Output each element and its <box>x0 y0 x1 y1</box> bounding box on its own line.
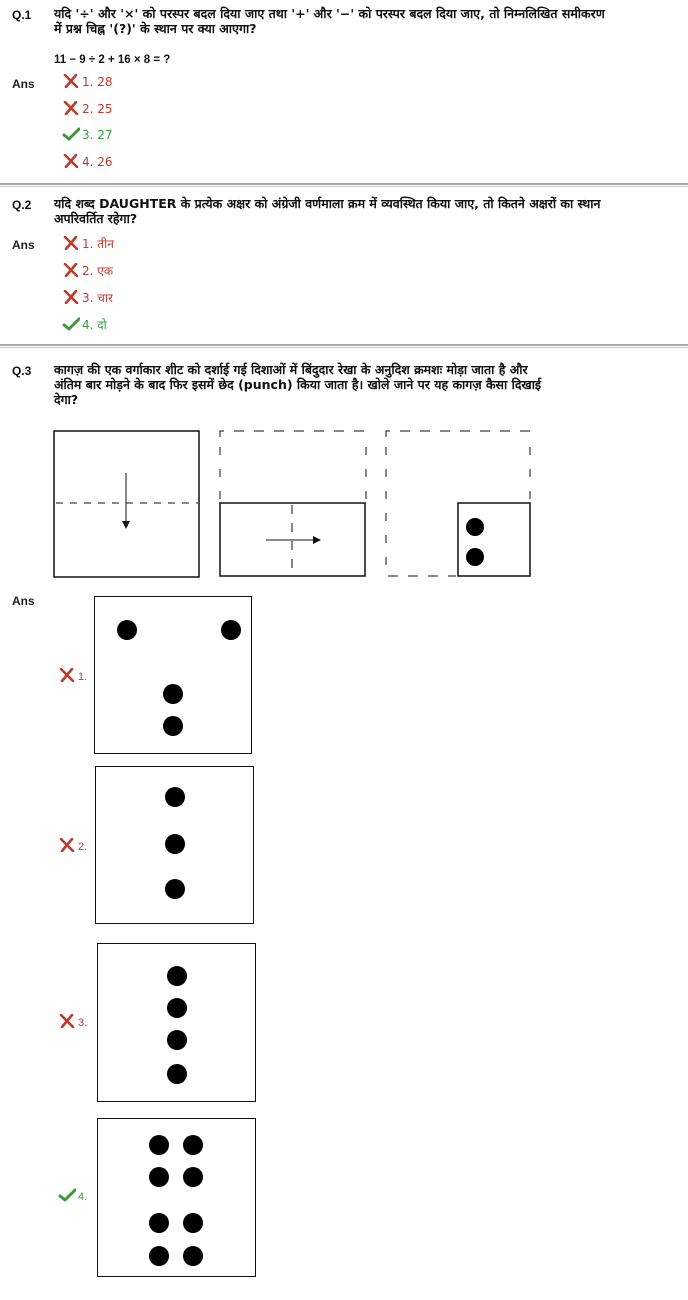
fold-step-1 <box>54 431 199 577</box>
option-4[interactable] <box>58 1188 87 1203</box>
option-label: 2. <box>78 841 88 853</box>
cross-icon <box>58 1014 76 1028</box>
option-label: 4. <box>78 1191 88 1203</box>
option-3-figure[interactable] <box>97 943 256 1102</box>
hole <box>163 684 183 704</box>
question-number: Q.3 <box>12 364 32 378</box>
cross-icon <box>62 290 80 304</box>
option-1-figure[interactable] <box>94 596 252 754</box>
check-icon <box>62 317 80 331</box>
hole <box>167 966 187 986</box>
cross-icon <box>62 154 80 168</box>
question-figure <box>0 427 688 587</box>
question-number: Q.2 <box>12 198 32 212</box>
hole <box>183 1135 203 1155</box>
cross-icon <box>62 263 80 277</box>
hole <box>165 834 185 854</box>
option-label: 4. 26 <box>82 155 113 169</box>
question-text: कागज़ की एक वर्गाकार शीट को दर्शाई गई दिशाओं में बिंदुदार रेखा के अनुदिश क्रमशः मोड़ा जाता है और अंतिम बार मोड़ने के बाद फिर इसमें छेद (punch) किया जाता है। खोले जाने पर यह कागज़ कैसा दिखाई देगा? <box>54 362 542 407</box>
option-label: 3. <box>78 1017 88 1029</box>
check-icon <box>58 1188 76 1202</box>
question-2 <box>0 190 688 345</box>
cross-icon <box>62 101 80 115</box>
question-text: यदि '÷' और '×' को परस्पर बदल दिया जाए तथा '+' और '−' को परस्पर बदल दिया जाए, तो निम्नलिखित समीकरण में प्रश्न चिह्न '(?)' के स्थान पर क्या आएगा? <box>54 6 605 36</box>
option-4[interactable] <box>62 154 113 170</box>
option-3[interactable] <box>62 127 113 143</box>
option-1[interactable] <box>62 236 114 252</box>
hole <box>221 620 241 640</box>
option-3[interactable] <box>62 290 113 306</box>
option-label: 2. एक <box>82 264 114 278</box>
option-2[interactable] <box>62 263 113 279</box>
separator <box>0 183 688 187</box>
answer-label: Ans <box>12 594 35 608</box>
cross-icon <box>62 236 80 250</box>
hole <box>183 1167 203 1187</box>
option-2[interactable] <box>62 101 113 117</box>
hole <box>165 787 185 807</box>
question-3 <box>0 352 688 1300</box>
question-text: यदि शब्द DAUGHTER के प्रत्येक अक्षर को अंग्रेजी वर्णमाला क्रम में व्यवस्थित किया जाए, तो कितने अक्षरों का स्थान अपरिवर्तित रहेगा? <box>54 196 601 226</box>
hole <box>165 879 185 899</box>
hole <box>183 1246 203 1266</box>
hole <box>117 620 137 640</box>
question-number: Q.1 <box>12 8 32 22</box>
answer-label: Ans <box>12 77 35 91</box>
cross-icon <box>62 74 80 88</box>
hole <box>167 998 187 1018</box>
cross-icon <box>58 838 76 852</box>
hole <box>149 1167 169 1187</box>
option-4[interactable] <box>62 317 107 333</box>
hole <box>149 1135 169 1155</box>
option-1[interactable] <box>58 668 87 683</box>
separator <box>0 344 688 348</box>
option-label: 4. दो <box>82 318 107 332</box>
hole <box>183 1213 203 1233</box>
option-label: 2. 25 <box>82 102 113 116</box>
option-4-figure[interactable] <box>97 1118 256 1277</box>
cross-icon <box>58 668 76 682</box>
option-2[interactable] <box>58 838 87 853</box>
option-label: 1. <box>78 671 88 683</box>
option-label: 3. 27 <box>82 128 113 142</box>
question-1 <box>0 0 688 186</box>
option-1[interactable] <box>62 74 113 90</box>
fold-step-2 <box>220 431 366 576</box>
hole <box>163 716 183 736</box>
option-label: 1. 28 <box>82 75 113 89</box>
check-icon <box>62 127 80 141</box>
question-equation: 11 − 9 ÷ 2 + 16 × 8 = ? <box>54 54 171 66</box>
option-label: 1. तीन <box>82 237 114 251</box>
option-label: 3. चार <box>82 291 113 305</box>
answer-label: Ans <box>12 238 35 252</box>
option-3[interactable] <box>58 1014 87 1029</box>
option-2-figure[interactable] <box>95 766 254 924</box>
hole <box>167 1064 187 1084</box>
hole <box>149 1246 169 1266</box>
hole <box>167 1030 187 1050</box>
fold-step-3 <box>386 431 530 576</box>
hole <box>149 1213 169 1233</box>
